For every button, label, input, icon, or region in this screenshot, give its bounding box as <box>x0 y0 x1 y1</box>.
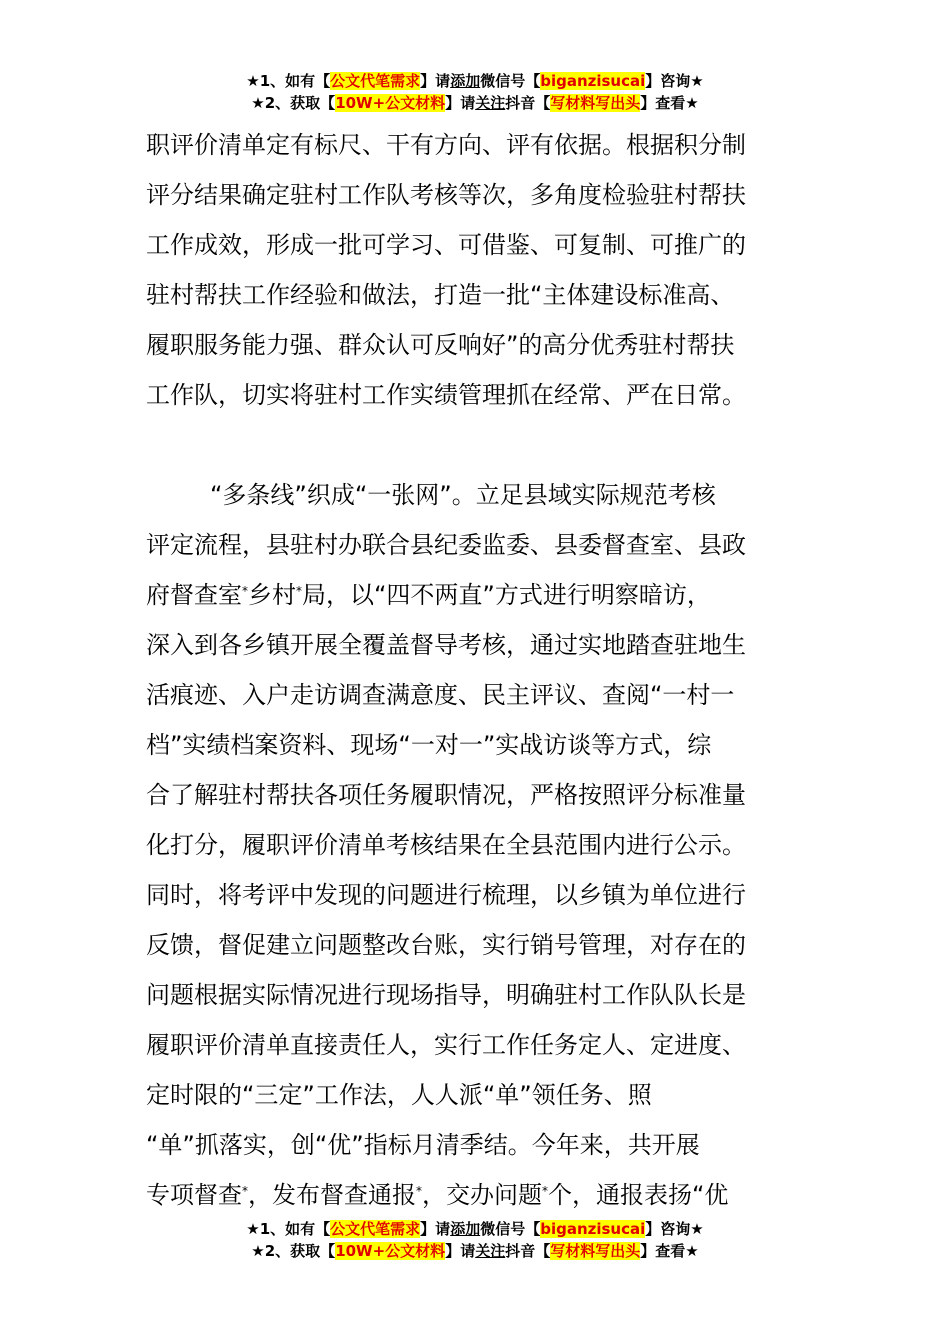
placeholder-mark: * <box>416 1184 422 1198</box>
paragraph-2-row-1-text: “多条线”织成“一张网”。立足县域实际规范考核 <box>210 481 716 509</box>
header-line-2 <box>0 92 950 114</box>
placeholder-mark: * <box>542 1184 548 1198</box>
paragraph-2-row: 深入到各乡镇开展全覆盖督导考核，通过实地踏查驻地生 <box>146 631 746 659</box>
paragraph-2-row-15c: ，交办问题 <box>422 1181 542 1209</box>
paragraph-2-row: 评定流程，县驻村办联合县纪委监委、县委督查室、县政 <box>146 531 746 559</box>
paragraph-2-row: 反馈，督促建立问题整改台账，实行销号管理，对存在的 <box>146 931 746 959</box>
paragraph-2-row: 档”实绩档案资料、现场“一对一”实战访谈等方式，综 <box>146 731 712 759</box>
header-line-1-emphasis: 添加 <box>450 72 481 90</box>
paragraph-1-row: 职评价清单定有标尺、干有方向、评有依据。根据积分制 <box>146 131 746 159</box>
paragraph-2-row-3b: 乡村 <box>248 581 296 609</box>
paragraph-2-row <box>146 470 806 520</box>
footer-line-2-emphasis: 关注 <box>475 1242 506 1260</box>
paragraph-2-row-3c: 局，以“四不两直”方式进行明察暗访， <box>302 581 711 609</box>
placeholder-mark: * <box>296 584 302 598</box>
footer-line-1-suffix: 】咨询★ <box>645 1220 704 1238</box>
header-banner <box>0 70 950 114</box>
header-line-1 <box>0 70 950 92</box>
paragraph-2-row <box>146 570 806 620</box>
paragraph-2-row-3a: 府督查室 <box>146 581 242 609</box>
footer-line-2-mid-1: 】请 <box>445 1242 476 1260</box>
paragraph-1-row: 工作成效，形成一批可学习、可借鉴、可复制、可推广的 <box>146 231 746 259</box>
paragraph-2-row: 问题根据实际情况进行现场指导，明确驻村工作队队长是 <box>146 981 746 1009</box>
placeholder-mark: * <box>242 584 248 598</box>
paragraph-1-row: 评分结果确定驻村工作队考核等次，多角度检验驻村帮扶 <box>146 181 746 209</box>
header-line-2-mid-1: 】请 <box>445 94 476 112</box>
footer-line-1-mid-1: 】请 <box>420 1220 451 1238</box>
paragraph-1-row: 工作队，切实将驻村工作实绩管理抓在经常、严在日常。 <box>146 381 746 409</box>
header-line-1-prefix: ★1、如有【 <box>246 72 331 90</box>
header-line-1-mid-2: 微信号【 <box>480 72 541 90</box>
footer-line-2-mid-2: 抖音【 <box>505 1242 551 1260</box>
header-line-2-mid-2: 抖音【 <box>505 94 551 112</box>
paragraph-2-row-15a: 专项督查 <box>146 1181 242 1209</box>
paragraph-1-row: 履职服务能力强、群众认可反响好”的高分优秀驻村帮扶 <box>146 331 735 359</box>
paragraph-1 <box>146 120 806 420</box>
paragraph-2-row <box>146 1170 806 1220</box>
header-line-1-suffix: 】咨询★ <box>645 72 704 90</box>
paragraph-2 <box>146 470 806 1220</box>
paragraph-2-row: 同时，将考评中发现的问题进行梳理，以乡镇为单位进行 <box>146 881 746 909</box>
paragraph-2-row: 活痕迹、入户走访调查满意度、民主评议、查阅“一村一 <box>146 681 735 709</box>
paragraph-2-row: “单”抓落实，创“优”指标月清季结。今年来，共开展 <box>146 1131 700 1159</box>
paragraph-2-row: 合了解驻村帮扶各项任务履职情况，严格按照评分标准量 <box>146 781 746 809</box>
paragraph-2-row-15b: ，发布督查通报 <box>248 1181 416 1209</box>
footer-line-2-suffix: 】查看★ <box>640 1242 699 1260</box>
header-line-2-highlight-1: 10W+公文材料 <box>335 94 446 112</box>
footer-line-1-prefix: ★1、如有【 <box>246 1220 331 1238</box>
paragraph-2-row: 定时限的“三定”工作法，人人派“单”领任务、照 <box>146 1081 652 1109</box>
header-line-2-prefix: ★2、获取【 <box>251 94 336 112</box>
footer-line-2-highlight-2: 写材料写出头 <box>550 1242 641 1260</box>
footer-line-1-emphasis: 添加 <box>450 1220 481 1238</box>
footer-line-1-highlight-2: biganzisucai <box>540 1220 646 1238</box>
footer-line-2-prefix: ★2、获取【 <box>251 1242 336 1260</box>
header-line-2-highlight-2: 写材料写出头 <box>550 94 641 112</box>
header-line-1-highlight-1: 公文代笔需求 <box>330 72 421 90</box>
footer-line-2-highlight-1: 10W+公文材料 <box>335 1242 446 1260</box>
footer-line-1 <box>0 1218 950 1240</box>
footer-line-1-mid-2: 微信号【 <box>480 1220 541 1238</box>
header-line-1-highlight-2: biganzisucai <box>540 72 646 90</box>
header-line-2-suffix: 】查看★ <box>640 94 699 112</box>
footer-line-1-highlight-1: 公文代笔需求 <box>330 1220 421 1238</box>
header-line-1-mid-1: 】请 <box>420 72 451 90</box>
paragraph-2-row: 化打分，履职评价清单考核结果在全县范围内进行公示。 <box>146 831 746 859</box>
paragraph-2-row: 履职评价清单直接责任人，实行工作任务定人、定进度、 <box>146 1031 746 1059</box>
header-line-2-emphasis: 关注 <box>475 94 506 112</box>
footer-banner <box>0 1218 950 1262</box>
footer-line-2 <box>0 1240 950 1262</box>
paragraph-1-row: 驻村帮扶工作经验和做法，打造一批“主体建设标准高、 <box>146 281 735 309</box>
paragraph-2-row-15d: 个，通报表扬“优 <box>548 1181 729 1209</box>
placeholder-mark: * <box>242 1184 248 1198</box>
